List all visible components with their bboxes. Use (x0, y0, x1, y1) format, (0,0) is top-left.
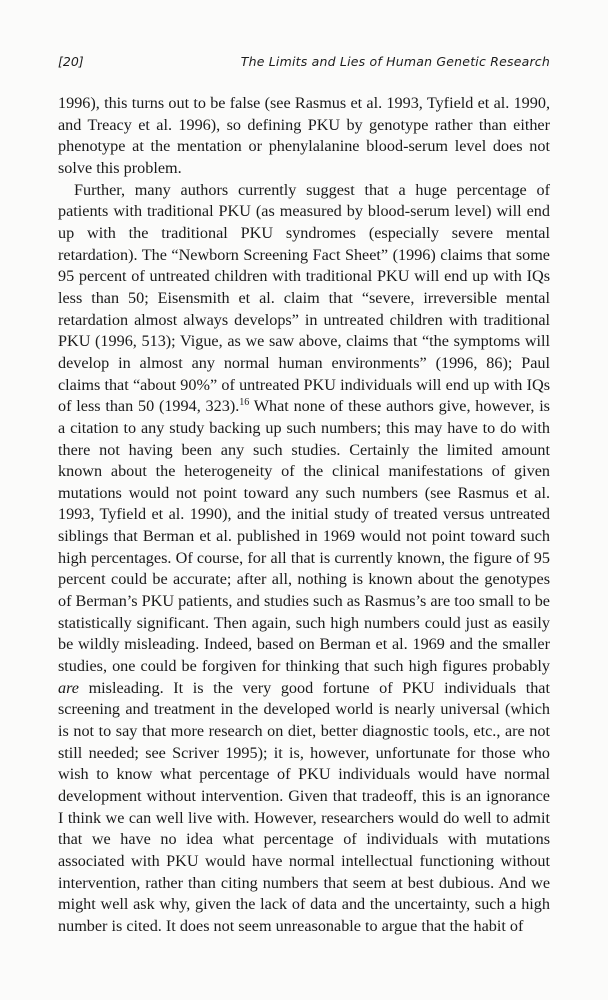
footnote-reference: 16 (239, 397, 250, 409)
page-number: [20] (58, 54, 84, 69)
body-text (58, 93, 550, 938)
paragraph-continued: 1996), this turns out to be false (see Rasmus et al. 1993, Tyfield et al. 1990, and Treacy et al. 1996), so defining PKU by genotype rather than either phenotype at the mentation or phenylalanine blood-serum level does not solve this problem. (58, 94, 550, 177)
emphasized-word: are (58, 678, 79, 697)
running-title: The Limits and Lies of Human Genetic Research (240, 54, 550, 69)
paragraph-text: misleading. It is the very good fortune of PKU individuals that screening and treatment in the developed world is nearly universal (which is not to say that more research on diet, better diagnostic tools, etc., are not still needed; see Scriver 1995); it is, however, unfortunate for those who wish to know what percentage of PKU individuals would have normal development without intervention. Given that tradeoff, this is an ignorance I think we can well live with. However, researchers would do well to admit that we have no idea what percentage of individuals with mutations associated with PKU would have normal intellectual functioning without intervention, rather than citing numbers that seem at best dubious. And we might well ask why, given the lack of data and the uncertainty, such a high number is cited. It does not seem unreasonable to argue that the habit of (58, 678, 550, 935)
page-header (58, 54, 550, 74)
paragraph (58, 180, 550, 938)
paragraph-text: Further, many authors currently suggest that a huge percentage of patients with traditional PKU (as measured by blood-serum level) will end up with the traditional PKU syndromes (especially severe mental retardation). The “Newborn Screening Fact Sheet” (1996) claims that some 95 percent of untreated children with traditional PKU will end up with IQs less than 50; Eisensmith et al. claim that “severe, irreversible mental retardation almost always develops” in untreated children with traditional PKU (1996, 513); Vigue, as we saw above, claims that “the symptoms will develop in almost any normal human environments” (1996, 86); Paul claims that “about 90%” of untreated PKU individuals will end up with IQs of less than 50 (1994, 323). (58, 180, 550, 416)
paragraph-text: What none of these authors give, however, is a citation to any study backing up such numbers; this may have to do with there not having been any such studies. Certainly the limited amount known about the heterogeneity of the clinical manifestations of given mutations would not point toward any such numbers (see Rasmus et al. 1993, Tyfield et al. 1990), and the initial study of treated versus untreated siblings that Berman et al. published in 1969 would not point toward such high percentages. Of course, for all that is currently known, the figure of 95 percent could be accurate; after all, nothing is known about the genotypes of Berman’s PKU patients, and studies such as Rasmus’s are too small to be statistically significant. Then again, such high numbers could just as easily be wildly misleading. Indeed, based on Berman et al. 1969 and the smaller studies, one could be forgiven for thinking that such high figures probably (58, 397, 550, 676)
